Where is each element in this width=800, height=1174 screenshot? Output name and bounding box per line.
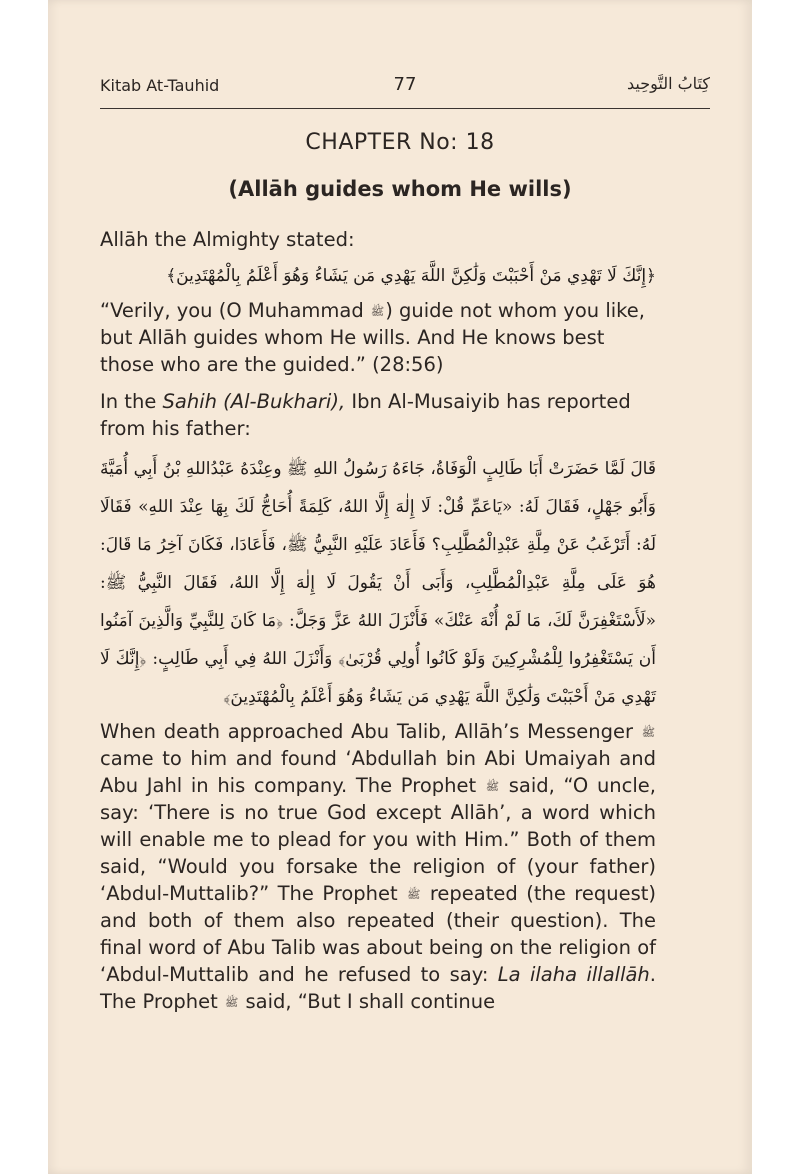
page-number: 77 xyxy=(393,74,417,95)
story-text-6: . The Prophet xyxy=(100,963,656,1013)
hadith-translation xyxy=(100,718,656,1015)
book-title-latin: Kitab At-Tauhid xyxy=(100,76,220,95)
intro-line: Allāh the Almighty stated: xyxy=(100,228,355,251)
pbuh-icon: ﷺ xyxy=(641,726,655,739)
hadith-arabic: قَالَ لَمَّا حَضَرَتْ أَبَا طَالِبٍ الْوَفَاةُ، جَاءَهُ رَسُولُ اللهِ ﷺ وعِنْدَهُ عَبْدُاللهِ بْنُ أَبِي أُمَيَّةَ وَأَبُو جَهْلٍ، فَقَالَ لَهُ: «يَاعَمِّ قُلْ: لَا إِلٰهَ إِلَّا اللهُ، كَلِمَةً أُحَاجُّ لَكَ بِهَا عِنْدَ اللهِ» فَقَالَا لَهُ: أَتَرْغَبُ عَنْ مِلَّةِ عَبْدِالْمُطَّلِبِ؟ فَأَعَادَ عَلَيْهِ النَّبِيُّ ﷺ، فَأَعَادَا، فَكَانَ آخِرُ مَا قَالَ: هُوَ عَلَى مِلَّةِ عَبْدِالْمُطَّلِبِ، وَأَبَى أَنْ يَقُولَ لَا إِلٰهَ إِلَّا اللهُ، فَقَالَ النَّبِيُّ ﷺ: «لَأَسْتَغْفِرَنَّ لَكَ، مَا لَمْ أُنْهَ عَنْكَ» فَأَنْزَلَ اللهُ عَزَّ وَجَلَّ: ﴿مَا كَانَ لِلنَّبِيِّ وَالَّذِينَ آمَنُوا أَن يَسْتَغْفِرُوا لِلْمُشْرِكِينَ وَلَوْ كَانُوا أُولِي قُرْبَىٰ﴾ وَأَنْزَلَ اللهُ فِي أَبِي طَالِبٍ: ﴿إِنَّكَ لَا تَهْدِي مَنْ أَحْبَبْتَ وَلَٰكِنَّ اللَّهَ يَهْدِي مَن يَشَاءُ وَهُوَ أَعْلَمُ بِالْمُهْتَدِينَ﴾ xyxy=(100,459,656,707)
pbuh-icon: ﷺ xyxy=(407,888,421,901)
quran-verse-arabic: ﴿إِنَّكَ لَا تَهْدِي مَنْ أَحْبَبْتَ وَلَٰكِنَّ اللَّهَ يَهْدِي مَن يَشَاءُ وَهُوَ أَعْلَمُ بِالْمُهْتَدِينَ﴾ xyxy=(166,266,656,286)
book-title-arabic: كِتَابُ التَّوحِيد xyxy=(627,74,710,93)
hadith-intro xyxy=(100,388,656,442)
pbuh-icon: ﷺ xyxy=(224,996,239,1009)
hadith-intro-part2: Ibn Al-Musaiyib has reported from his father: xyxy=(100,390,631,440)
story-text-3: said, “O uncle, say: ‘There is no true God except Allāh’, a word which will enable me to plead for you with Him.” Both of them said, “Would you forsake the religion of (your father) ‘Abdul-Muttalib?” The Prophet xyxy=(100,774,656,905)
verse-translation-part1: “Verily, you (O Muhammad xyxy=(100,299,370,322)
running-header xyxy=(100,74,710,109)
pbuh-icon: ﷺ xyxy=(370,305,385,318)
book-page xyxy=(48,0,752,1174)
story-text-1: When death approached Abu Talib, Allāh’s Messenger xyxy=(100,720,641,743)
pbuh-icon: ﷺ xyxy=(485,780,500,793)
page-body xyxy=(100,226,656,1015)
story-text-4: repeated (the request) and both of them also repeated (their question). The final word of Abu Talib was about being on the religion of ‘Abdul-Muttalib and he refused to say: xyxy=(100,882,657,986)
hadith-source: Sahih (Al-Bukhari), xyxy=(162,390,346,413)
hadith-intro-part1: In the xyxy=(100,390,163,413)
verse-translation xyxy=(100,297,656,378)
chapter-title: (Allāh guides whom He wills) xyxy=(228,177,572,201)
story-text-5: La ilaha illallāh xyxy=(497,963,650,986)
story-text-2: came to him and found ‘Abdullah bin Abi Umaiyah and Abu Jahl in his company. The Prophet xyxy=(100,747,656,797)
chapter-number: CHAPTER No: 18 xyxy=(305,130,495,155)
verse-translation-part2: ) guide not whom you like, but Allāh guides whom He wills. And He knows best those who are the guided.” (28:56) xyxy=(100,299,645,376)
story-text-7: said, “But I shall continue xyxy=(239,990,496,1013)
